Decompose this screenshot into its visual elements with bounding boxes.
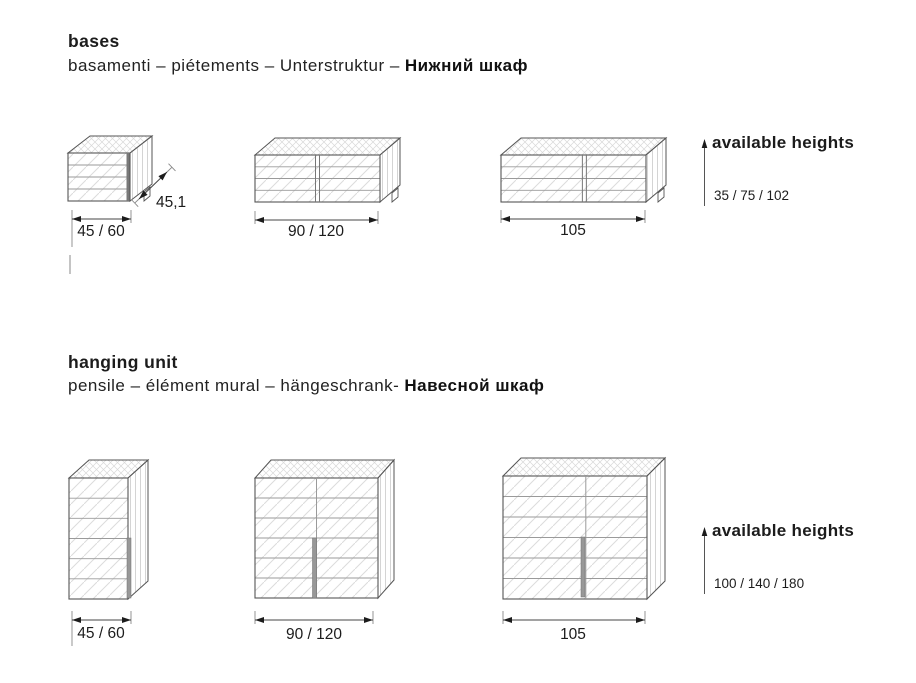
width-dimension-label: 90 / 120 — [287, 223, 345, 240]
available-heights-hanging — [698, 521, 908, 601]
available-heights-label: available heights — [712, 521, 855, 540]
subtitle-russian: Навесной шкаф — [404, 376, 545, 395]
width-dimension-label: 105 — [560, 626, 586, 643]
width-dimension-label: 105 — [560, 222, 586, 239]
width-dimension-label: 45 / 60 — [77, 223, 125, 240]
drawing-hanging-small — [58, 452, 183, 653]
up-arrow-icon — [698, 138, 712, 208]
drawing-base-medium — [240, 128, 440, 233]
width-dimension-label: 90 / 120 — [285, 626, 343, 643]
section-subtitle-bases — [68, 56, 528, 76]
available-heights-values: 35 / 75 / 102 — [714, 188, 790, 203]
section-title-bases: bases — [68, 31, 120, 51]
subtitle-translations: basamenti – piétements – Unterstruktur – — [68, 56, 400, 75]
available-heights-label: available heights — [712, 133, 855, 152]
available-heights-bases — [698, 133, 908, 213]
section-title-hanging: hanging unit — [68, 352, 178, 372]
drawing-hanging-medium — [238, 452, 418, 653]
drawing-base-small — [60, 128, 245, 285]
depth-dimension-label: 45,1 — [156, 194, 187, 211]
width-dimension-label: 45 / 60 — [77, 625, 125, 642]
section-subtitle-hanging — [68, 376, 544, 396]
up-arrow-icon — [698, 526, 712, 596]
drawing-base-large — [490, 128, 700, 233]
subtitle-russian: Нижний шкаф — [404, 56, 529, 75]
available-heights-values: 100 / 140 / 180 — [714, 576, 805, 591]
subtitle-translations: pensile – élément mural – hängeschrank- — [68, 376, 400, 395]
drawing-hanging-large — [488, 448, 703, 653]
